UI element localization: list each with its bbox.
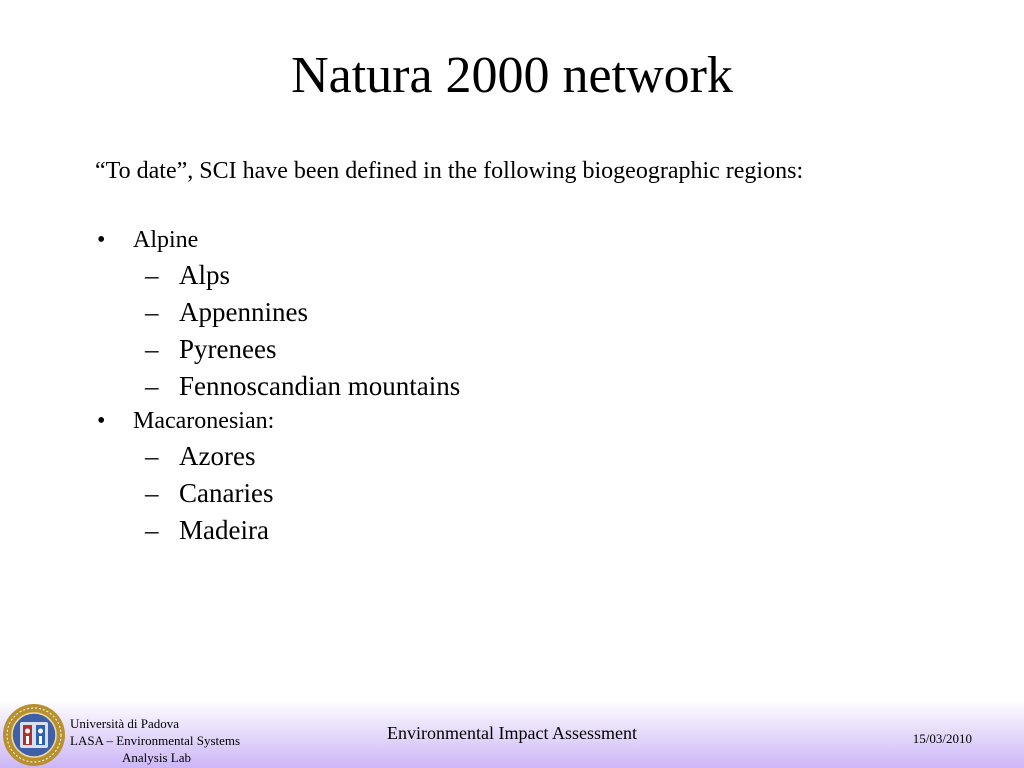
subregion-label: Pyrenees [179, 334, 277, 364]
dash-icon: – [145, 515, 159, 545]
subregion-label: Alps [179, 260, 231, 290]
slide-title: Natura 2000 network [291, 47, 733, 104]
dash-icon: – [145, 478, 159, 508]
dash-icon: – [145, 334, 159, 364]
intro-text: “To date”, SCI have been defined in the following biogeographic regions: [95, 158, 804, 184]
subregion-label: Appennines [179, 297, 308, 327]
subregion-label: Fennoscandian mountains [179, 371, 461, 401]
region-label: Macaronesian: [133, 408, 275, 434]
lab-name-line2: Analysis Lab [122, 750, 191, 765]
region-label: Alpine [133, 227, 199, 253]
subregion-label: Azores [179, 441, 256, 471]
university-name: Università di Padova [70, 716, 180, 731]
bullet-icon: • [97, 227, 106, 253]
course-title: Environmental Impact Assessment [387, 723, 637, 743]
dash-icon: – [145, 260, 159, 290]
dash-icon: – [145, 297, 159, 327]
dash-icon: – [145, 441, 159, 471]
subregion-label: Madeira [179, 515, 269, 545]
slide-footer [0, 700, 1024, 768]
subregion-label: Canaries [179, 478, 274, 508]
slide-date: 15/03/2010 [912, 731, 972, 746]
dash-icon: – [145, 371, 159, 401]
lab-name-line1: LASA – Environmental Systems [70, 733, 241, 748]
bullet-icon: • [97, 408, 106, 434]
